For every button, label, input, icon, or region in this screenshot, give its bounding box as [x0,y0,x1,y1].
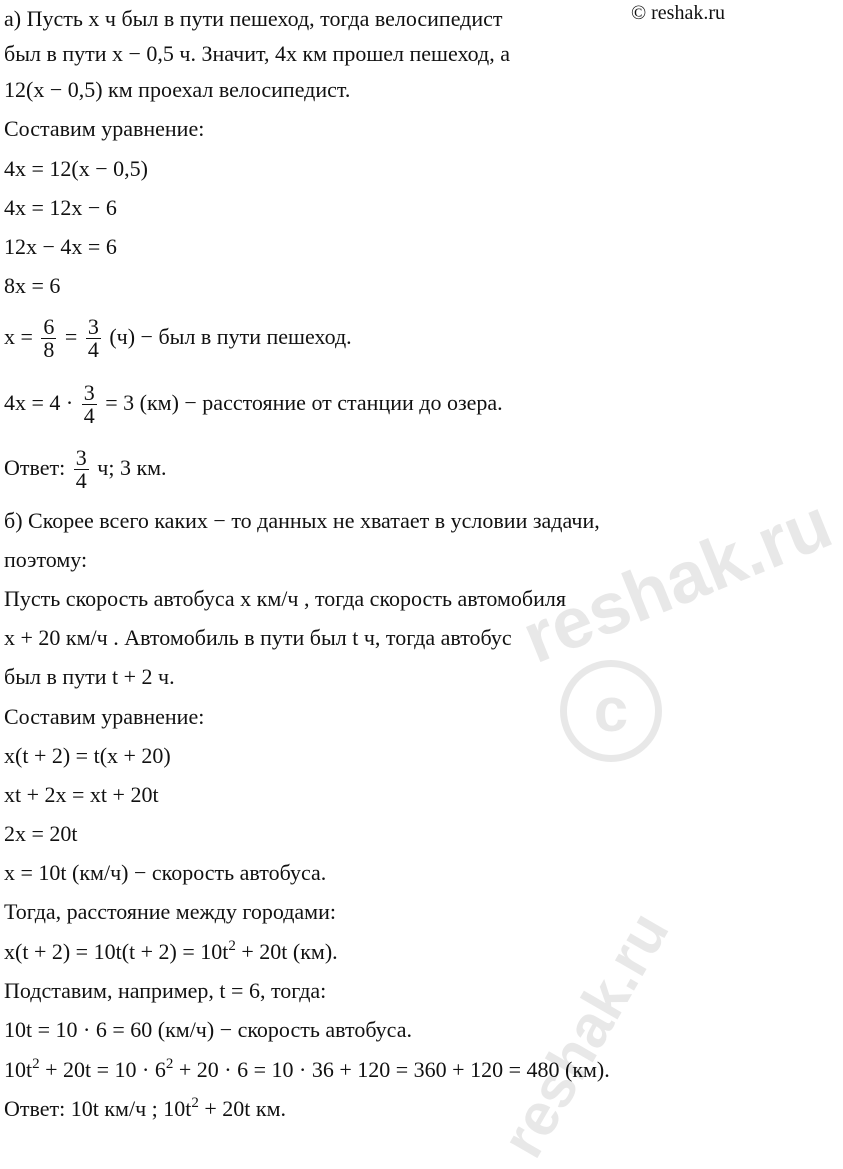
part-b-line-12 [4,939,338,965]
part-a-line-10 [4,378,503,428]
part-a-line-9 [4,312,352,362]
part-a-line-6: 4x = 12x − 6 [4,195,117,220]
exponent: 2 [228,938,236,954]
part-b-line-13: Подставим, например, t = 6, тогда: [4,978,327,1003]
l15-c: + 20 · 6 = 10 · 36 + 120 = 360 + 120 = 480 (км). [173,1057,610,1082]
fraction-numerator: 3 [83,380,95,406]
l15-b: + 20t = 10 · 6 [39,1057,166,1082]
part-b-line-1: б) Скорее всего каких − то данных не хватает в условии задачи, [4,508,600,533]
part-b-line-6: Составим уравнение: [4,704,205,729]
part-b-line-5: был в пути t + 2 ч. [4,664,175,689]
fraction-denominator: 4 [83,403,95,429]
fraction-3-4 [74,447,89,492]
part-b-line-10: x = 10t (км/ч) − скорость автобуса. [4,860,327,885]
part-b-line-9: 2x = 20t [4,821,78,846]
part-a-answer [4,443,167,493]
fraction-numerator: 3 [75,445,87,471]
watermark-text: reshak.ru [511,483,843,679]
part-a-line-8: 8x = 6 [4,273,61,298]
exponent: 2 [165,1056,174,1072]
fraction-numerator: 3 [87,314,99,340]
l16-a: Ответ: 10t км/ч ; 10t [4,1096,192,1121]
l9-post: (ч) − был в пути пешеход. [109,324,352,349]
part-b-line-11: Тогда, расстояние между городами: [4,899,336,924]
part-b-line-4: x + 20 км/ч . Автомобиль в пути был t ч, тогда автобус [4,625,512,650]
part-a-line-4: Составим уравнение: [4,116,205,141]
fraction-denominator: 4 [87,337,99,363]
part-b-line-3: Пусть скорость автобуса x км/ч , тогда скорость автомобиля [4,586,566,611]
fraction-numerator: 6 [43,314,55,340]
l12-a: x(t + 2) = 10t(t + 2) = 10t [4,939,229,964]
exponent: 2 [191,1095,199,1111]
exponent: 2 [32,1056,40,1072]
part-a-line-5: 4x = 12(x − 0,5) [4,156,148,181]
watermark-copyright-icon: c [560,660,662,762]
l15-a: 10t [4,1057,33,1082]
part-a-line-7: 12x − 4x = 6 [4,234,117,259]
part-b-line-14: 10t = 10 · 6 = 60 (км/ч) − скорость автобуса. [4,1017,412,1042]
part-a-line-1: а) Пусть x ч был в пути пешеход, тогда велосипедист [4,6,503,31]
part-a-line-2: был в пути x − 0,5 ч. Значит, 4x км прошел пешеход, а [4,41,510,66]
answer-label: Ответ: [4,455,66,480]
part-b-line-15 [4,1057,610,1083]
fraction-3-4 [86,316,101,361]
l10-post: = 3 (км) − расстояние от станции до озера. [105,390,503,415]
l10-pre: 4x = 4 · [4,390,74,415]
copyright-label: © reshak.ru [630,2,725,24]
part-b-line-7: x(t + 2) = t(x + 20) [4,743,171,768]
fraction-denominator: 8 [43,337,55,363]
part-b-line-8: xt + 2x = xt + 20t [4,782,159,807]
l12-b: + 20t (км). [235,939,338,964]
l9-pre: x = [4,324,33,349]
l16-b: + 20t км. [198,1096,287,1121]
answer-post: ч; 3 км. [97,455,167,480]
l9-eq: = [64,324,78,349]
fraction-6-8 [41,316,56,361]
fraction-3-4 [82,382,97,427]
part-b-answer [4,1096,286,1122]
watermark-text-2: reshak.ru [488,900,682,1169]
fraction-denominator: 4 [75,468,87,494]
part-b-line-2: поэтому: [4,547,88,572]
part-a-line-3: 12(x − 0,5) км проехал велосипедист. [4,77,351,102]
